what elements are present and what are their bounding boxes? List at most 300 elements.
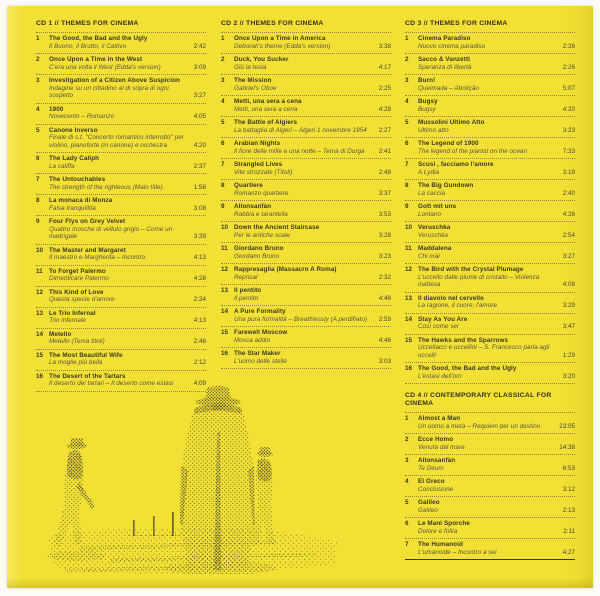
track-number: 8 xyxy=(405,182,409,189)
track-duration: 1:29 xyxy=(562,351,575,359)
track-body xyxy=(234,182,391,197)
track-row xyxy=(405,117,575,138)
track-row xyxy=(405,138,575,159)
track-body xyxy=(418,541,575,556)
track-subline xyxy=(418,64,575,72)
track-row xyxy=(405,518,575,539)
track-row xyxy=(36,54,206,75)
track-number: 5 xyxy=(36,126,40,134)
track-subline xyxy=(49,359,206,367)
track-subline xyxy=(234,148,391,156)
track-body xyxy=(234,98,391,113)
track-number: 6 xyxy=(405,140,409,147)
track-number: 3 xyxy=(221,77,225,84)
track-row xyxy=(221,117,391,138)
track-duration: 23:05 xyxy=(559,422,575,430)
track-subtitle: Queimada – Abolição xyxy=(418,84,479,92)
track-body xyxy=(49,56,206,71)
track-subtitle: Metello (Tema titoli) xyxy=(49,338,105,345)
track-number: 15 xyxy=(221,329,229,336)
track-row xyxy=(36,350,206,371)
track-subtitle: Il deserto dei tartari – Il deserto come estasi xyxy=(49,380,174,387)
track-title: The Humanoid xyxy=(418,541,463,548)
track-subline xyxy=(49,226,206,241)
track-title: Stay As You Are xyxy=(418,315,468,323)
track-subline xyxy=(418,190,575,198)
track-body xyxy=(418,415,575,430)
track-duration: 2:32 xyxy=(378,273,391,281)
track-subline xyxy=(418,528,575,536)
track-subtitle: Venuta dal mare xyxy=(418,443,465,451)
track-subline xyxy=(418,274,575,289)
track-duration: 3:29 xyxy=(562,302,575,309)
track-duration: 4:48 xyxy=(378,294,391,302)
track-row xyxy=(36,266,206,287)
track-duration: 7:33 xyxy=(562,147,575,155)
track-body xyxy=(418,365,575,380)
track-row xyxy=(221,54,391,75)
track-duration: 6:53 xyxy=(562,464,575,472)
track-row xyxy=(405,476,575,497)
track-number: 6 xyxy=(405,520,409,527)
track-duration: 4:20 xyxy=(193,141,206,149)
track-subtitle: L'umanoide – Incontro a sei xyxy=(418,548,497,556)
track-subline xyxy=(49,113,206,121)
track-number: 8 xyxy=(221,182,225,189)
track-row xyxy=(405,222,575,243)
track-title: Allonsanfàn xyxy=(418,457,456,464)
track-subline xyxy=(418,169,575,177)
track-row xyxy=(221,96,391,117)
track-row xyxy=(405,96,575,117)
track-title: Duck, You Sucker xyxy=(234,56,289,63)
track-number: 3 xyxy=(405,77,409,84)
section-header: CD 2 // THEMES FOR CINEMA xyxy=(221,20,391,33)
track-title: The Mission xyxy=(234,77,272,84)
track-body xyxy=(49,176,206,191)
track-subtitle: Il maestro e Margherita – Incontro xyxy=(49,254,146,261)
track-subtitle: Ultimo atto xyxy=(418,126,449,134)
track-subtitle: La battaglia di Algeri – Algeri 1 novembre 1954 xyxy=(234,126,367,134)
track-subtitle: Gabriel's Oboe xyxy=(234,84,277,92)
track-body xyxy=(234,308,391,323)
track-row xyxy=(36,245,206,266)
track-title: Il pentito xyxy=(234,287,262,294)
track-row xyxy=(221,306,391,327)
track-number: 2 xyxy=(405,436,409,443)
track-title: The Bird with the Crystal Plumage xyxy=(418,266,524,273)
track-body xyxy=(49,289,206,304)
track-body xyxy=(234,287,391,302)
track-duration: 3:53 xyxy=(378,210,391,218)
track-subtitle: Uccellacci e uccellini – S. Francesco parla agli uccelli xyxy=(418,344,550,359)
track-body xyxy=(418,224,575,239)
track-number: 15 xyxy=(405,336,413,344)
track-number: 7 xyxy=(405,161,409,168)
track-duration: 2:26 xyxy=(562,42,575,50)
track-subline xyxy=(49,254,206,262)
track-title: The Legend of 1900 xyxy=(418,140,479,147)
track-subline xyxy=(418,344,575,359)
track-subline xyxy=(234,85,391,93)
track-number: 6 xyxy=(221,140,225,147)
track-duration: 3:23 xyxy=(562,126,575,134)
track-row xyxy=(36,174,206,195)
track-subtitle: La caccia xyxy=(418,189,446,197)
track-title: Allonsanfàn xyxy=(234,203,272,210)
track-body xyxy=(234,329,391,344)
track-title: The Lady Caliph xyxy=(49,155,100,162)
section-header: CD 4 // CONTEMPORARY CLASSICAL FOR CINEMA xyxy=(405,392,575,413)
track-subline xyxy=(234,43,391,51)
track-subline xyxy=(49,85,206,100)
track-row xyxy=(221,285,391,306)
track-number: 1 xyxy=(36,35,40,42)
track-title: Maddalena xyxy=(418,245,452,252)
track-title: Four Flys on Grey Velvet xyxy=(49,218,126,225)
track-duration: 4:05 xyxy=(193,113,206,120)
track-duration: 3:19 xyxy=(562,168,575,176)
track-duration: 1:58 xyxy=(193,183,206,191)
track-body xyxy=(234,140,391,155)
track-row xyxy=(221,222,391,243)
track-body xyxy=(418,161,575,176)
track-subtitle: Conclusione xyxy=(418,485,454,493)
track-subline xyxy=(418,232,575,240)
track-subline xyxy=(418,127,575,135)
track-row xyxy=(405,33,575,54)
track-title: Le Trio Infernal xyxy=(49,309,96,317)
track-subtitle: Quattro mosche di velluto grigio – Come un madrigale xyxy=(49,225,173,240)
track-duration: 2:41 xyxy=(378,147,391,155)
track-title: To Forget Palermo xyxy=(49,267,106,275)
track-title: The Star Maker xyxy=(234,350,281,357)
track-duration: 3:27 xyxy=(562,252,575,260)
track-subline xyxy=(234,337,391,345)
track-title: A Pure Formality xyxy=(234,308,286,315)
track-duration: 3:12 xyxy=(562,485,575,493)
track-number: 8 xyxy=(36,197,40,204)
track-row xyxy=(221,33,391,54)
track-number: 4 xyxy=(36,105,40,113)
track-row xyxy=(36,308,206,329)
track-row xyxy=(405,413,575,434)
track-duration: 2:34 xyxy=(193,296,206,303)
track-body xyxy=(418,316,575,331)
track-body xyxy=(49,268,206,283)
track-body xyxy=(418,56,575,71)
track-subline xyxy=(49,184,206,192)
track-body xyxy=(418,140,575,155)
track-body xyxy=(49,155,206,170)
track-duration: 3:20 xyxy=(562,372,575,380)
track-subtitle: Per le antiche scale xyxy=(234,231,290,239)
track-subline xyxy=(418,549,575,557)
track-duration: 4:17 xyxy=(378,63,391,71)
track-row xyxy=(221,180,391,201)
track-subline xyxy=(49,317,206,325)
track-title: Strangled Lives xyxy=(234,161,283,168)
track-subline xyxy=(234,64,391,72)
track-subline xyxy=(418,423,575,431)
track-title: Giordano Bruno xyxy=(234,245,284,252)
track-subtitle: Dolore e follia xyxy=(418,527,458,535)
track-title: Quartiere xyxy=(234,182,263,189)
track-subtitle: Vite strozzate (Titoli) xyxy=(234,168,293,176)
track-body xyxy=(234,161,391,176)
track-subline xyxy=(418,43,575,51)
track-body xyxy=(418,98,575,113)
track-number: 9 xyxy=(36,218,40,225)
track-subline xyxy=(234,253,391,261)
track-subtitle: Finale di s.t. "Concerto romantico interrotto" per violino, pianoforte (in canone) e orchestra xyxy=(49,134,185,149)
track-number: 7 xyxy=(36,176,40,183)
track-subtitle: Bugsy xyxy=(418,105,436,113)
track-subtitle: C'era una volta il West (Edda's version) xyxy=(49,63,161,71)
track-subtitle: La califfa xyxy=(49,162,75,170)
section-header: CD 1 // THEMES FOR CINEMA xyxy=(36,20,206,33)
track-number: 15 xyxy=(36,351,44,359)
track-title: This Kind of Love xyxy=(49,288,104,296)
track-number: 13 xyxy=(405,294,413,302)
track-subline xyxy=(49,134,206,149)
track-title: Almost a Man xyxy=(418,415,461,422)
track-body xyxy=(49,218,206,241)
track-duration: 2:11 xyxy=(563,527,575,535)
track-subline xyxy=(49,338,206,346)
track-number: 13 xyxy=(221,287,229,294)
track-subline xyxy=(418,211,575,219)
track-row xyxy=(405,455,575,476)
track-subline xyxy=(418,148,575,156)
track-row xyxy=(36,153,206,174)
track-subline xyxy=(418,302,575,310)
track-subline xyxy=(234,106,391,114)
track-number: 2 xyxy=(405,56,409,63)
track-title: Metti, una sera a cena xyxy=(234,98,302,105)
track-subline xyxy=(49,43,206,51)
track-title: The Good, the Bad and the Ugly xyxy=(49,35,148,42)
track-title: Once Upon a Time in the West xyxy=(49,56,143,63)
track-duration: 3:09 xyxy=(193,63,206,71)
track-title: The Master and Margaret xyxy=(49,246,126,254)
track-subline xyxy=(418,507,575,515)
track-row xyxy=(221,327,391,348)
track-body xyxy=(418,520,575,535)
track-title: Mussolini Ultimo Atto xyxy=(418,119,485,126)
track-duration: 3:37 xyxy=(378,189,391,197)
track-number: 12 xyxy=(405,266,413,273)
track-title: El Greco xyxy=(418,478,445,485)
track-subline xyxy=(234,211,391,219)
track-title: Farewell Moscow xyxy=(234,329,288,336)
track-subtitle: Una pura formalità – Breathlessly (A perdifiato) xyxy=(234,315,368,323)
track-row xyxy=(221,348,391,369)
track-number: 16 xyxy=(36,372,44,380)
track-subtitle: Questa specie d'amore xyxy=(49,296,115,303)
track-title: Il diavolo nel cervello xyxy=(418,294,484,302)
track-row xyxy=(36,33,206,54)
track-subline xyxy=(418,85,575,93)
tracklist-column-1 xyxy=(36,20,206,392)
track-title: The Hawks and the Sparrows xyxy=(418,336,509,344)
track-title: Bugsy xyxy=(418,98,438,105)
track-duration: 3:08 xyxy=(193,204,206,212)
track-subtitle: La ragione, il cuore, l'amore xyxy=(418,302,497,309)
track-subtitle: Dimenticare Palermo xyxy=(49,275,109,282)
track-subtitle: Così come sei xyxy=(418,323,459,330)
track-subtitle: Reprisal xyxy=(234,273,258,281)
track-number: 2 xyxy=(36,56,40,63)
track-subline xyxy=(234,274,391,282)
track-row xyxy=(36,125,206,154)
track-title: The Most Beautiful Wife xyxy=(49,351,123,359)
track-row xyxy=(405,54,575,75)
track-body xyxy=(234,119,391,134)
track-number: 4 xyxy=(405,478,409,485)
track-subtitle: Metti, una sera a cena xyxy=(234,105,298,113)
track-number: 11 xyxy=(36,267,43,275)
track-number: 14 xyxy=(36,330,44,338)
track-number: 5 xyxy=(405,499,409,506)
track-subtitle: Giù la testa xyxy=(234,63,267,71)
track-title: The Big Gundown xyxy=(418,182,474,189)
track-number: 13 xyxy=(36,309,44,317)
track-body xyxy=(418,457,575,472)
track-row xyxy=(36,75,206,104)
track-subline xyxy=(418,323,575,331)
track-duration: 2:13 xyxy=(562,506,575,514)
track-row xyxy=(221,264,391,285)
track-number: 11 xyxy=(221,245,228,252)
track-duration: 3:23 xyxy=(378,252,391,260)
track-number: 3 xyxy=(36,77,40,84)
track-subtitle: Un uomo a metà – Requiem per un destino xyxy=(418,422,541,430)
track-duration: 4:28 xyxy=(378,105,391,113)
track-title: Le Mani Sporche xyxy=(418,520,470,527)
track-subline xyxy=(234,316,391,324)
track-subline xyxy=(418,444,575,452)
track-number: 5 xyxy=(405,119,409,126)
track-duration: 2:40 xyxy=(562,189,575,197)
track-subtitle: Rabbia e tarantella xyxy=(234,210,288,218)
track-duration: 2:54 xyxy=(562,231,575,239)
track-duration: 2:59 xyxy=(378,315,391,323)
track-subline xyxy=(418,253,575,261)
track-subtitle: Romanzo quartiere xyxy=(234,189,289,197)
track-body xyxy=(234,35,391,50)
section-header: CD 3 // THEMES FOR CINEMA xyxy=(405,20,575,33)
track-row xyxy=(405,335,575,364)
track-body xyxy=(234,266,391,281)
track-number: 16 xyxy=(405,365,413,372)
track-subtitle: The strength of the righteous (Main title) xyxy=(49,183,163,191)
track-body xyxy=(49,77,206,100)
track-duration: 2:46 xyxy=(193,338,206,345)
track-row xyxy=(36,104,206,125)
track-duration: 3:27 xyxy=(193,92,206,99)
track-row xyxy=(405,434,575,455)
track-number: 10 xyxy=(36,246,44,254)
track-number: 7 xyxy=(405,541,409,548)
track-body xyxy=(418,266,575,289)
track-subtitle: The legend of the pianist on the ocean xyxy=(418,147,528,155)
track-number: 1 xyxy=(405,415,409,422)
section-cd4 xyxy=(405,392,575,560)
track-row xyxy=(36,329,206,350)
track-title: Cinema Paradiso xyxy=(418,35,471,42)
track-row xyxy=(405,243,575,264)
track-subtitle: Il Buono, il Brutto, il Cattivo xyxy=(49,42,127,50)
track-duration: 2:42 xyxy=(193,42,206,50)
track-number: 3 xyxy=(405,457,409,464)
track-row xyxy=(36,216,206,245)
track-body xyxy=(49,247,206,262)
track-body xyxy=(234,203,391,218)
track-body xyxy=(234,350,391,365)
center-figure xyxy=(180,386,255,570)
track-subtitle: Deborah's theme (Edda's version) xyxy=(234,42,331,50)
track-body xyxy=(234,56,391,71)
track-body xyxy=(418,337,575,360)
track-number: 10 xyxy=(221,224,229,231)
track-title: The Good, the Bad and the Ugly xyxy=(418,365,517,372)
track-subtitle: La moglie più bella xyxy=(49,359,103,366)
track-duration: 4:28 xyxy=(193,275,206,282)
track-title: The Desert of the Tartars xyxy=(49,372,126,380)
track-title: Once Upon a Time in America xyxy=(234,35,326,42)
track-body xyxy=(49,106,206,121)
track-title: 1900 xyxy=(49,105,64,113)
track-title: The Untouchables xyxy=(49,176,106,183)
track-row xyxy=(405,75,575,96)
track-duration: 2:37 xyxy=(193,162,206,170)
track-row xyxy=(405,497,575,518)
track-body xyxy=(418,182,575,197)
track-title: The Battle of Algiers xyxy=(234,119,298,126)
track-duration: 4:26 xyxy=(562,210,575,218)
track-subline xyxy=(234,190,391,198)
track-duration: 2:26 xyxy=(562,63,575,71)
track-number: 12 xyxy=(36,288,44,296)
left-figure xyxy=(53,438,95,547)
track-duration: 2:27 xyxy=(378,126,391,134)
track-duration: 3:38 xyxy=(378,42,391,50)
track-title: Sacco & Vanzetti xyxy=(418,56,470,63)
track-row xyxy=(221,75,391,96)
track-number: 14 xyxy=(405,315,413,323)
track-subline xyxy=(49,296,206,304)
track-duration: 4:08 xyxy=(562,281,575,288)
track-body xyxy=(418,119,575,134)
track-subtitle: L'uomo delle stelle xyxy=(234,357,287,365)
tracklist-column-2 xyxy=(221,20,391,369)
track-row xyxy=(405,363,575,384)
track-row xyxy=(405,539,575,560)
track-title: Arabian Nights xyxy=(234,140,281,147)
track-subline xyxy=(234,169,391,177)
track-title: Veruschka xyxy=(418,224,451,231)
track-body xyxy=(49,127,206,150)
track-row xyxy=(36,195,206,216)
track-title: Gott mit uns xyxy=(418,203,457,210)
track-row xyxy=(405,314,575,335)
track-subtitle: Mosca addio xyxy=(234,336,271,344)
track-row xyxy=(221,243,391,264)
track-row xyxy=(221,159,391,180)
track-subline xyxy=(49,163,206,171)
track-subtitle: Speranza di libertà xyxy=(418,63,472,71)
